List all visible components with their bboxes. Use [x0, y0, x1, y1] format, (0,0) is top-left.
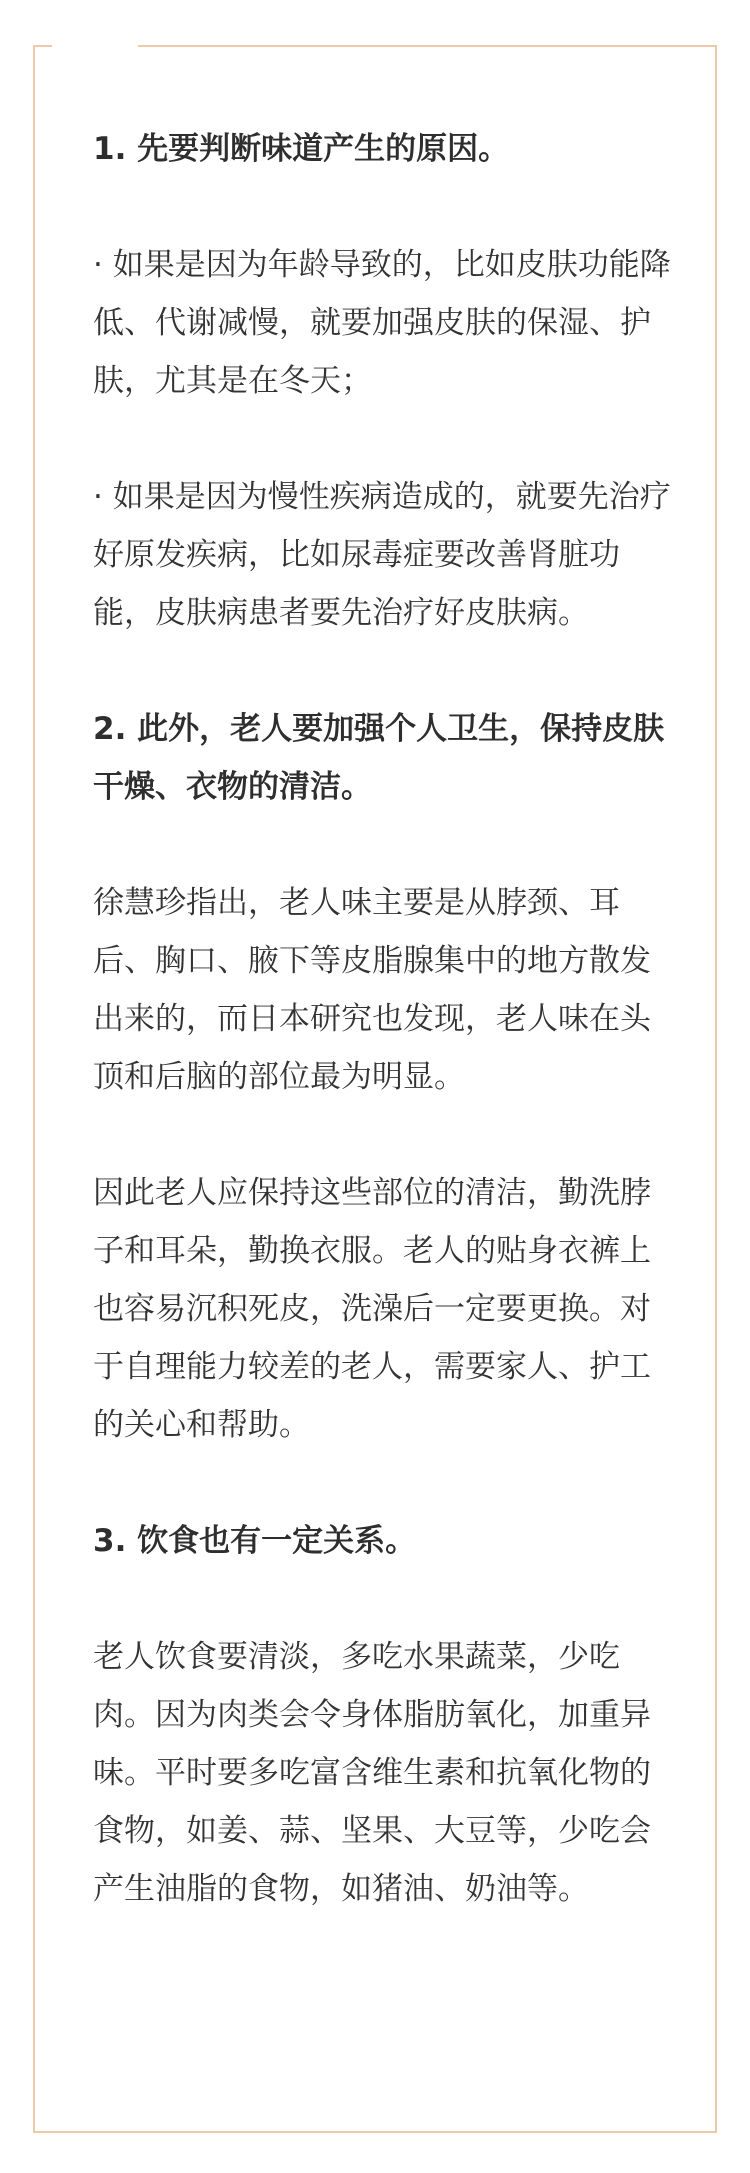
frame-gap	[52, 43, 138, 49]
paragraph-diet: 老人饮食要清淡，多吃水果蔬菜，少吃肉。因为肉类会令身体脂肪氧化，加重异味。平时要多吃富含维生素和抗氧化物的食物，如姜、蒜、坚果、大豆等，少吃会产生油脂的食物，如猪油、奶油等。	[93, 1639, 651, 1907]
paragraph-age: · 如果是因为年龄导致的，比如皮肤功能降低、代谢减慢，就要加强皮肤的保湿、护肤，尤其是在冬天；	[93, 247, 671, 399]
section-heading-2: 2. 此外，老人要加强个人卫生，保持皮肤干燥、衣物的清洁。	[93, 711, 665, 805]
section-heading-3: 3. 饮食也有一定关系。	[93, 1523, 417, 1559]
paragraph-hygiene: 因此老人应保持这些部位的清洁，勤洗脖子和耳朵，勤换衣服。老人的贴身衣裤上也容易沉积死皮，洗澡后一定要更换。对于自理能力较差的老人，需要家人、护工的关心和帮助。	[93, 1175, 651, 1443]
article-body	[93, 120, 673, 1918]
paragraph-odor-source: 徐慧珍指出，老人味主要是从脖颈、耳后、胸口、腋下等皮脂腺集中的地方散发出来的，而日本研究也发现，老人味在头顶和后脑的部位最为明显。	[93, 885, 651, 1095]
section-heading-1: 1. 先要判断味道产生的原因。	[93, 131, 510, 167]
paragraph-chronic-disease: · 如果是因为慢性疾病造成的，就要先治疗好原发疾病，比如尿毒症要改善肾脏功能，皮肤病患者要先治疗好皮肤病。	[93, 479, 671, 631]
